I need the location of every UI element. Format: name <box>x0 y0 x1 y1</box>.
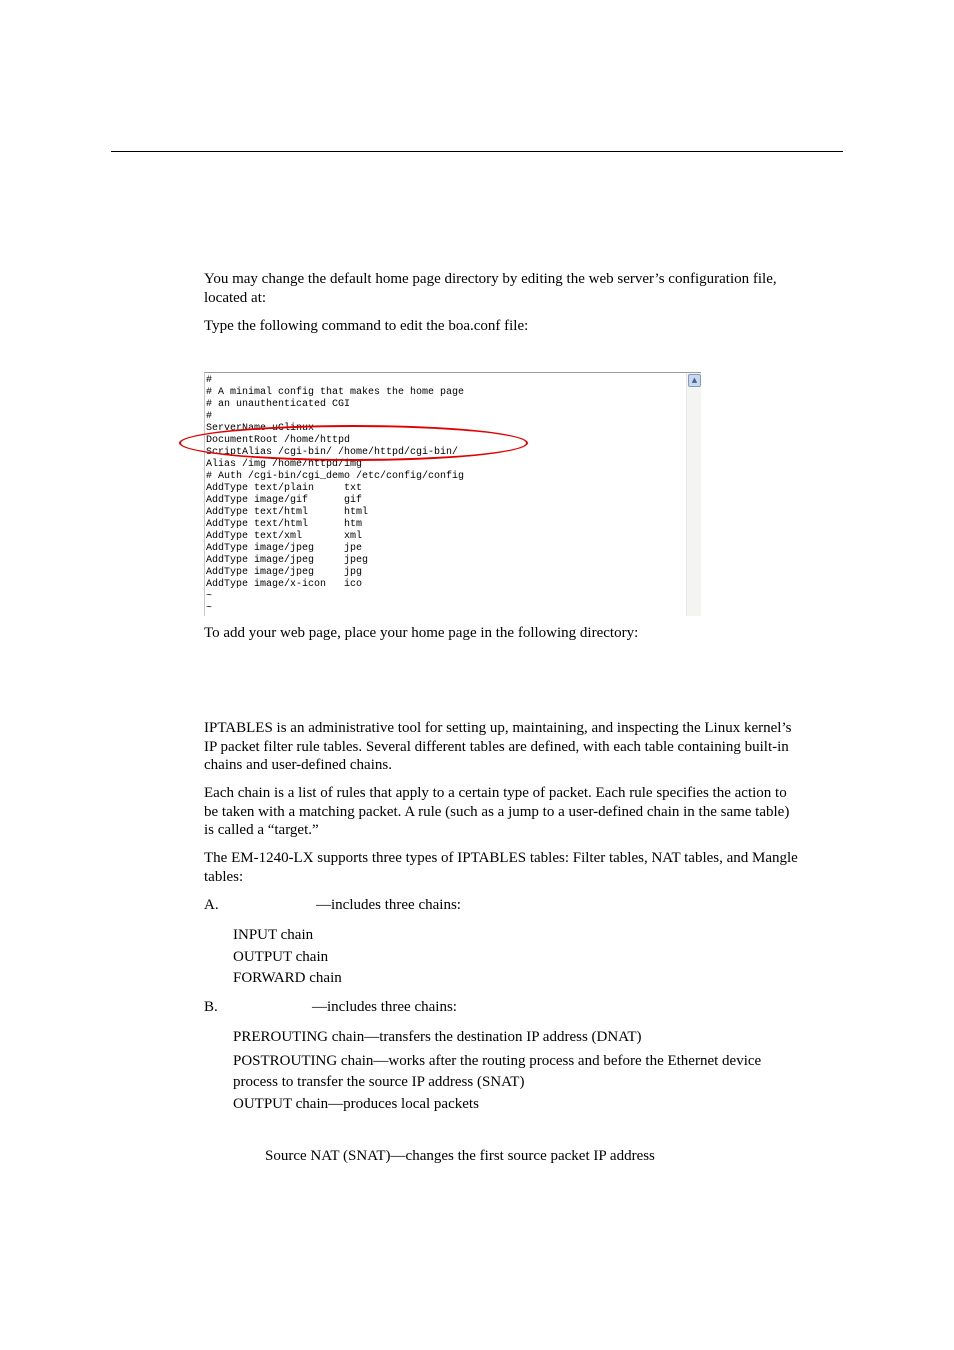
list-a-marker: A. <box>204 897 219 913</box>
iptables-p3-line-2: tables: <box>204 869 244 885</box>
list-a-item: FORWARD chain <box>233 970 342 986</box>
terminal-line: AddType text/html htm <box>206 519 363 530</box>
terminal-line: DocumentRoot /home/httpd <box>206 435 351 446</box>
list-b-heading: —includes three chains: <box>312 999 457 1015</box>
terminal-line: ~ <box>206 591 213 602</box>
scroll-up-arrow-icon[interactable]: ▲ <box>688 374 701 387</box>
terminal-line: # an unauthenticated CGI <box>206 399 351 410</box>
terminal-line: # Auth /cgi-bin/cgi_demo /etc/config/config <box>206 471 465 482</box>
iptables-p1-line-1: IPTABLES is an administrative tool for setting up, maintaining, and inspecting the Linux kernel’s <box>204 720 792 736</box>
boa-conf-content <box>206 375 464 615</box>
terminal-line: AddType image/jpeg jpg <box>206 567 363 578</box>
terminal-scrollbar[interactable] <box>686 373 701 616</box>
intro-line-2: located at: <box>204 290 267 306</box>
terminal-line: AddType text/xml xml <box>206 531 363 542</box>
terminal-line: AddType image/jpeg jpeg <box>206 555 369 566</box>
terminal-line: # <box>206 411 213 422</box>
list-b-item-continuation: process to transfer the source IP address (SNAT) <box>233 1074 525 1090</box>
terminal-line: AddType image/x-icon ico <box>206 579 363 590</box>
terminal-line: AddType text/html html <box>206 507 369 518</box>
header-rule <box>111 151 843 152</box>
iptables-p1-line-2: IP packet filter rule tables. Several different tables are defined, with each table containing built-in <box>204 739 789 755</box>
list-a-item: INPUT chain <box>233 927 314 943</box>
terminal-line: ~ <box>206 603 213 614</box>
list-a-item: OUTPUT chain <box>233 949 329 965</box>
iptables-p3-line-1: The EM-1240-LX supports three types of IPTABLES tables: Filter tables, NAT tables, and Mangle <box>204 850 798 866</box>
iptables-p2-line-1: Each chain is a list of rules that apply to a certain type of packet. Each rule specifies the action to <box>204 785 787 801</box>
list-b-item: OUTPUT chain—produces local packets <box>233 1096 479 1112</box>
terminal-line: AddType image/gif gif <box>206 495 363 506</box>
list-a-heading: —includes three chains: <box>316 897 461 913</box>
highlight-ellipse <box>179 425 528 461</box>
iptables-p2-line-2: be taken with a matching packet. A rule (such as a jump to a user-defined chain in the same table) <box>204 804 790 820</box>
terminal-line: # <box>206 375 213 386</box>
terminal-line: Alias /img /home/httpd/img <box>206 459 363 470</box>
terminal-line: ScriptAlias /cgi-bin/ /home/httpd/cgi-bin/ <box>206 447 459 458</box>
add-page-instruction: To add your web page, place your home page in the following directory: <box>204 625 639 641</box>
terminal-line: AddType text/plain txt <box>206 483 363 494</box>
snat-description: Source NAT (SNAT)—changes the first source packet IP address <box>265 1148 655 1164</box>
list-b-item: POSTROUTING chain—works after the routing process and before the Ethernet device <box>233 1053 762 1069</box>
terminal-line: ServerName uClinux <box>206 423 315 434</box>
iptables-p1-line-3: chains and user-defined chains. <box>204 757 392 773</box>
iptables-p2-line-3: is called a “target.” <box>204 822 319 838</box>
list-b-marker: B. <box>204 999 218 1015</box>
list-b-item: PREROUTING chain—transfers the destination IP address (DNAT) <box>233 1029 642 1045</box>
terminal-line: # A minimal config that makes the home page <box>206 387 465 398</box>
terminal-line: AddType image/jpeg jpe <box>206 543 363 554</box>
terminal-screenshot <box>204 372 701 616</box>
intro-line-1: You may change the default home page directory by editing the web server’s configuration file, <box>204 271 777 287</box>
command-instruction: Type the following command to edit the boa.conf file: <box>204 318 529 334</box>
